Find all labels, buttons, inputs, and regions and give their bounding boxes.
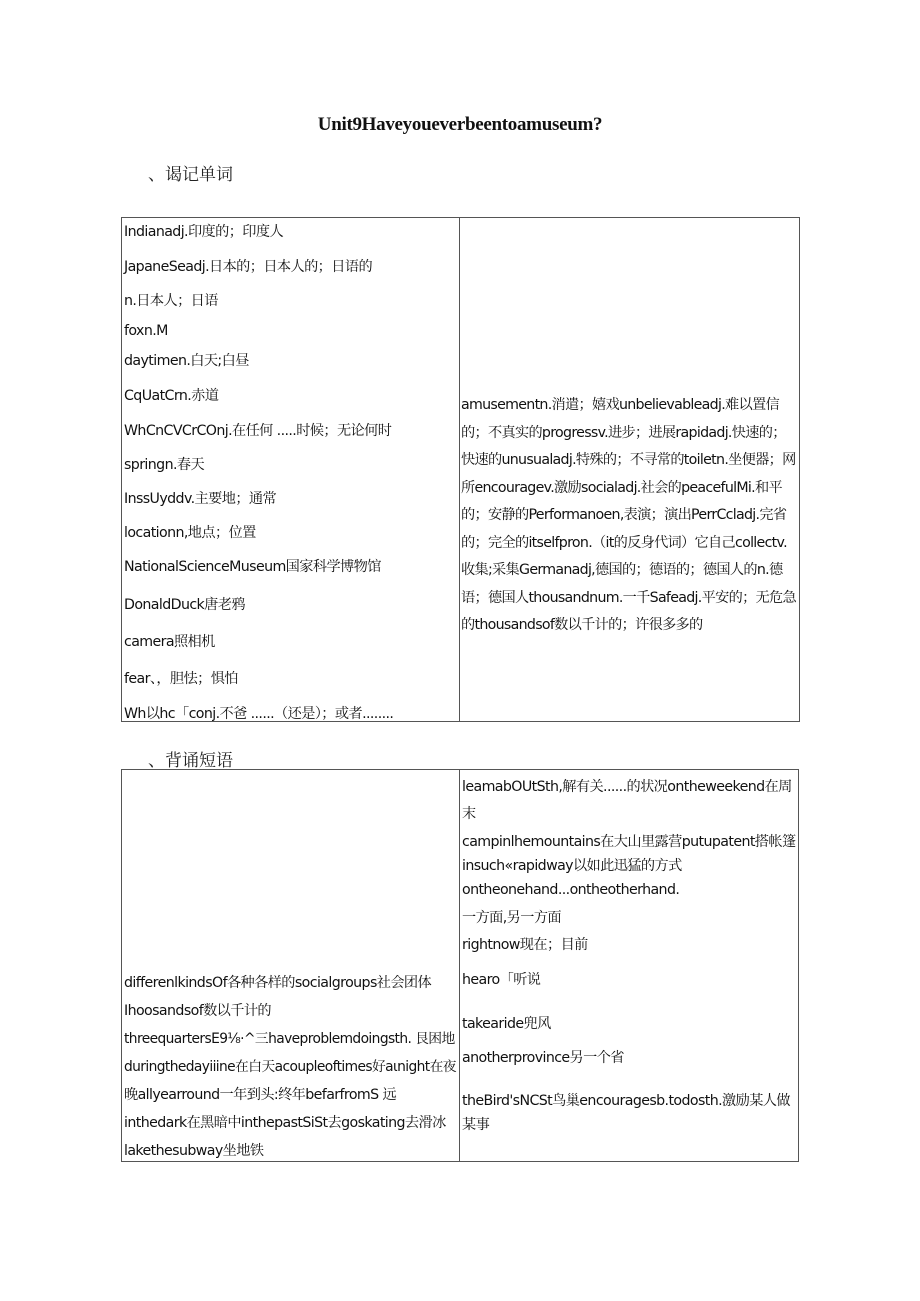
phrase-line: hearo「听说 xyxy=(462,972,541,988)
vocab-item: JapaneSeadj.日本的；日本人的；日语的 xyxy=(124,259,373,275)
vocab-item: foxn.M xyxy=(124,323,168,339)
phrase-line: theBird'sNCSt鸟巢encouragesb.todosth.激励某人做 xyxy=(462,1093,790,1109)
vocabulary-right-cell xyxy=(460,218,800,722)
vocab-item: daytimen.白天;白昼 xyxy=(124,353,249,369)
phrase-line: leamabOUtSth,解有关......的状况ontheweekend在周 xyxy=(462,779,792,795)
phrase-line: duringthedayiiine在白天acoupleoftimes好aιnight在夜 xyxy=(124,1059,456,1075)
phrase-line: takearide兜风 xyxy=(462,1016,551,1032)
phrase-line: lakethesubway坐地铁 xyxy=(124,1143,264,1159)
section-heading-vocabulary: 、谒记单词 xyxy=(148,165,233,185)
phrase-line: inthedark在黑暗中inthepastSiSt去goskating去滑冰 xyxy=(124,1115,446,1131)
phrase-line: Ihoosandsof数以千计的 xyxy=(124,1003,272,1019)
vocab-item: Indianadj.印度的；印度人 xyxy=(124,224,284,240)
phrases-table xyxy=(121,769,799,1162)
vocab-item: locationn,地点；位置 xyxy=(124,525,256,541)
phrase-line: 某事 xyxy=(462,1117,490,1133)
vocab-item: WhCnCVCrCOnj.在任何 .....时候；无论何时 xyxy=(124,423,392,439)
page-title: Unit9Haveyoueverbeentoamuseum? xyxy=(317,114,603,135)
phrase-line: threequartersE9⅛·^三haveproblemdoingsth. 艮困地 xyxy=(124,1031,455,1047)
vocab-item: Wh以hc「conj.不爸 ......（还是）；或者........ xyxy=(124,706,394,722)
vocab-item: springn.春天 xyxy=(124,457,205,473)
vocabulary-left-cell xyxy=(122,218,460,722)
vocab-item: NationalScienceMuseum国家科学博物馆 xyxy=(124,559,381,575)
phrase-line: 晚allyearround一年到头:终年befarfromS 远 xyxy=(124,1087,397,1103)
vocabulary-table xyxy=(121,217,800,722)
phrase-line: ontheonehand...ontheotherhand. xyxy=(462,882,680,898)
vocab-item: InssUyddv.主要地；通常 xyxy=(124,491,277,507)
phrase-line: differenlkindsOf各种各样的socialgroups社会团体 xyxy=(124,975,432,991)
phrase-line: 末 xyxy=(462,806,476,822)
vocab-item: DonaldDuck唐老鸦 xyxy=(124,597,245,613)
section-heading-phrases: 、背诵短语 xyxy=(148,751,233,771)
phrases-right-cell xyxy=(460,770,799,1162)
vocab-item: CqUatCrn.赤道 xyxy=(124,388,219,404)
vocab-paragraph: amusementn.消遣；嬉戏unbelievableadj.难以置信的；不真实的progressv.进步；进展rapidadj.快速的；快速的unusualadj.特殊的；不寻常的toiletn.坐便器；网所encouragev.激励socialadj.社会的peacefulMi.和平的；安静的Performanoen,表演；演出PerrCcladj.完省的；完全的itselfpron.（it的反身代词）它自己collectv.收集;采集Germanadj,德国的；德语的；德国人的n.德语；德国人thousandnum.一千Safeadj.平安的；无危急的thousandsof数以千计的；许很多多的 xyxy=(461,397,797,633)
vocab-item: n.日本人；日语 xyxy=(124,293,218,309)
phrase-line: campinlhemountains在大山里露营putupatent搭帐篷 xyxy=(462,834,796,850)
vocab-item: fear、，胆怯；惧怕 xyxy=(124,671,238,687)
phrase-line: insuch«rapidway以如此迅猛的方式 xyxy=(462,858,682,874)
phrase-line: 一方面,另一方面 xyxy=(462,910,562,926)
phrase-line: rightnow现在；目前 xyxy=(462,937,588,953)
phrase-line: anotherprovince另一个省 xyxy=(462,1050,624,1066)
vocab-item: camera照相机 xyxy=(124,634,215,650)
phrases-left-cell xyxy=(122,770,460,1162)
